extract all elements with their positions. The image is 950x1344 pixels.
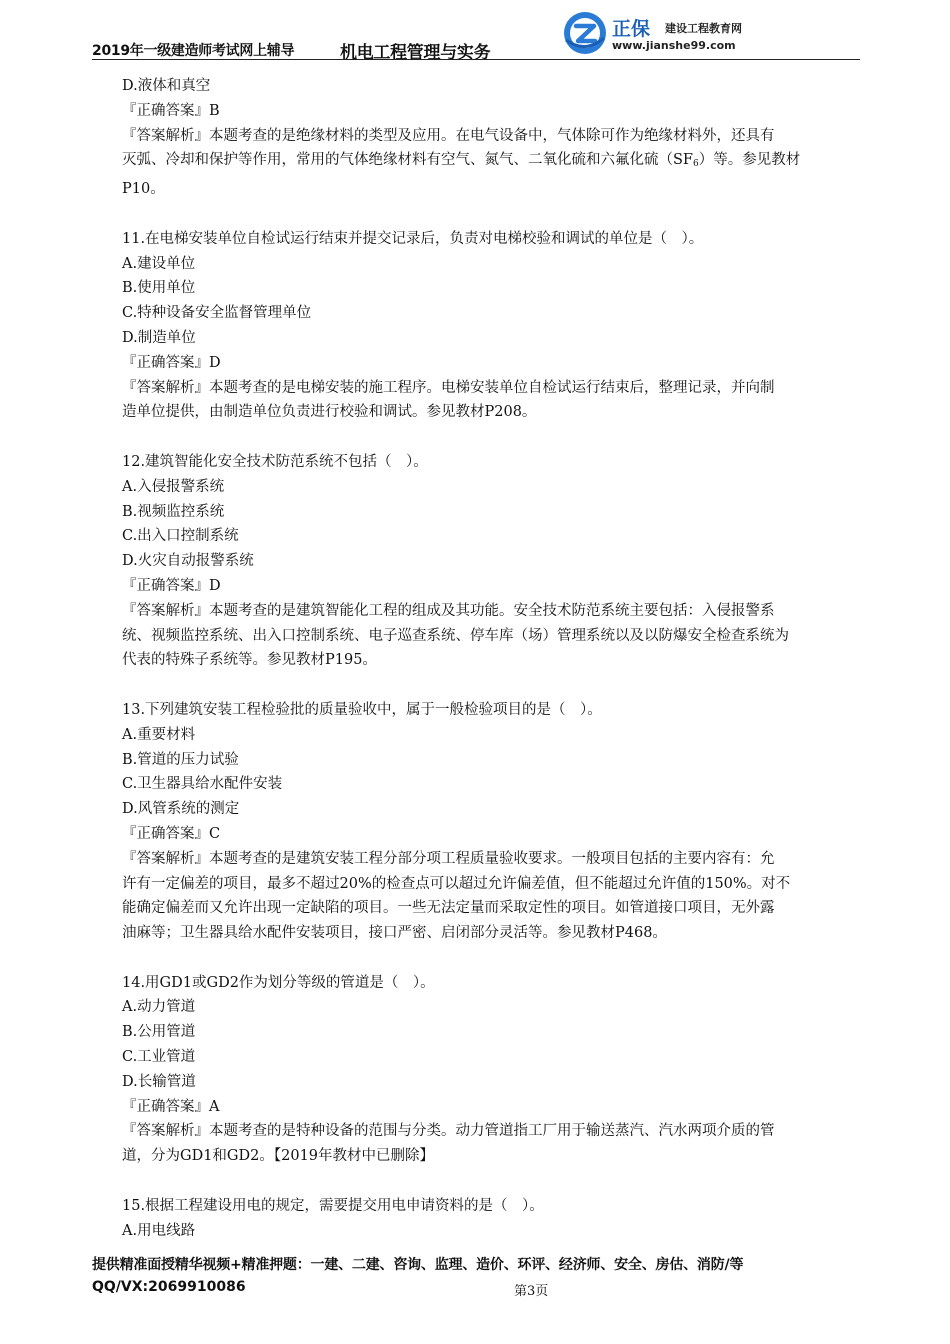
- option: C.特种设备安全监督管理单位: [122, 305, 312, 322]
- option: B.使用单位: [122, 280, 196, 297]
- analysis-line: 代表的特殊子系统等。参见教材P195。: [122, 652, 377, 669]
- analysis-line: 『答案解析』本题考查的是建筑安装工程分部分项工程质量验收要求。一般项目包括的主要内容有：允: [122, 850, 775, 867]
- document-body: [122, 74, 862, 1243]
- question-stem: 13.下列建筑安装工程检验批的质量验收中，属于一般检验项目的是（ ）。: [122, 701, 602, 718]
- correct-answer: 『正确答案』A: [122, 1098, 220, 1115]
- analysis-line: 道，分为GD1和GD2。【2019年教材中已删除】: [122, 1148, 435, 1165]
- course-title: 2019年一级建造师考试网上辅导: [92, 43, 295, 59]
- question-stem: 14.用GD1或GD2作为划分等级的管道是（ ）。: [122, 974, 435, 991]
- question-12: [122, 450, 862, 673]
- logo-url: www.jianshe99.com: [612, 39, 736, 52]
- question-11: [122, 227, 862, 425]
- analysis-line: 『答案解析』本题考查的是电梯安装的施工程序。电梯安装单位自检试运行结束后，整理记录，并向制: [122, 379, 775, 396]
- question-stem: 11.在电梯安装单位自检试运行结束并提交记录后，负责对电梯校验和调试的单位是（ ）。: [122, 230, 704, 247]
- option: D.长输管道: [122, 1073, 196, 1090]
- analysis-line: 『答案解析』本题考查的是建筑智能化工程的组成及其功能。安全技术防范系统主要包括：入侵报警系: [122, 602, 775, 619]
- correct-answer: 『正确答案』D: [122, 354, 221, 371]
- analysis-text: ）等。参见教材: [698, 152, 801, 169]
- option: B.公用管道: [122, 1024, 196, 1041]
- option: B.视频监控系统: [122, 503, 225, 520]
- option: C.工业管道: [122, 1049, 196, 1066]
- option: D.制造单位: [122, 329, 196, 346]
- option: D.火灾自动报警系统: [122, 553, 254, 570]
- subscript: 6: [693, 159, 699, 170]
- analysis-line: 『答案解析』本题考查的是特种设备的范围与分类。动力管道指工厂用于输送蒸汽、汽水两项介质的管: [122, 1123, 775, 1140]
- page-number: 第3页: [514, 1284, 549, 1299]
- analysis-text: 灭弧、冷却和保护等作用，常用的气体绝缘材料有空气、氮气、二氧化硫和六氟化硫（SF: [122, 152, 693, 169]
- question-15: [122, 1194, 862, 1244]
- option: D.液体和真空: [122, 78, 211, 94]
- analysis-line: 造单位提供，由制造单位负责进行校验和调试。参见教材P208。: [122, 404, 537, 421]
- analysis-line: 统、视频监控系统、出入口控制系统、电子巡查系统、停车库（场）管理系统以及以防爆安全检查系统为: [122, 627, 789, 644]
- question-13: [122, 698, 862, 946]
- brand-logo: [562, 10, 862, 58]
- question-14: [122, 971, 862, 1169]
- option: D.风管系统的测定: [122, 801, 240, 818]
- logo-subtitle: 建设工程教育网: [665, 22, 742, 35]
- correct-answer: 『正确答案』D: [122, 577, 221, 594]
- option: C.出入口控制系统: [122, 528, 239, 545]
- header-divider: [92, 59, 860, 60]
- correct-answer: 『正确答案』C: [122, 825, 221, 842]
- analysis-line: 油麻等；卫生器具给水配件安装项目，接口严密、启闭部分灵活等。参见教材P468。: [122, 925, 667, 942]
- option: A.建设单位: [122, 255, 196, 272]
- analysis-line: 许有一定偏差的项目，最多不超过20%的检查点可以超过允许偏差值，但不能超过允许值的150%。对不: [122, 875, 791, 892]
- analysis-line: 能确定偏差而又允许出现一定缺陷的项目。一些无法定量而采取定性的项目。如管道接口项目，无外露: [122, 900, 775, 917]
- analysis-line: [122, 148, 862, 177]
- subject-title: 机电工程管理与实务: [340, 43, 491, 63]
- option: C.卫生器具给水配件安装: [122, 776, 283, 793]
- page-header: [92, 10, 860, 62]
- previous-question-tail: [122, 74, 862, 202]
- logo-brand-text: 正保: [612, 18, 651, 40]
- analysis-line: 『答案解析』本题考查的是绝缘材料的类型及应用。在电气设备中，气体除可作为绝缘材料外，还具有: [122, 127, 775, 144]
- footer-promo: 提供精准面授精华视频+精准押题：一建、二建、咨询、监理、造价、环评、经济师、安全、房估、消防/等: [92, 1257, 744, 1273]
- logo-swirl-icon: [562, 10, 608, 56]
- option: A.重要材料: [122, 726, 196, 743]
- option: A.入侵报警系统: [122, 478, 225, 495]
- question-stem: 12.建筑智能化安全技术防范系统不包括（ ）。: [122, 453, 428, 470]
- footer-contact: QQ/VX:2069910086: [92, 1279, 246, 1295]
- option: B.管道的压力试验: [122, 751, 239, 768]
- option: A.动力管道: [122, 999, 196, 1016]
- analysis-line: P10。: [122, 181, 165, 198]
- correct-answer: 『正确答案』B: [122, 102, 220, 119]
- question-stem: 15.根据工程建设用电的规定，需要提交用电申请资料的是（ ）。: [122, 1197, 544, 1214]
- option: A.用电线路: [122, 1222, 196, 1239]
